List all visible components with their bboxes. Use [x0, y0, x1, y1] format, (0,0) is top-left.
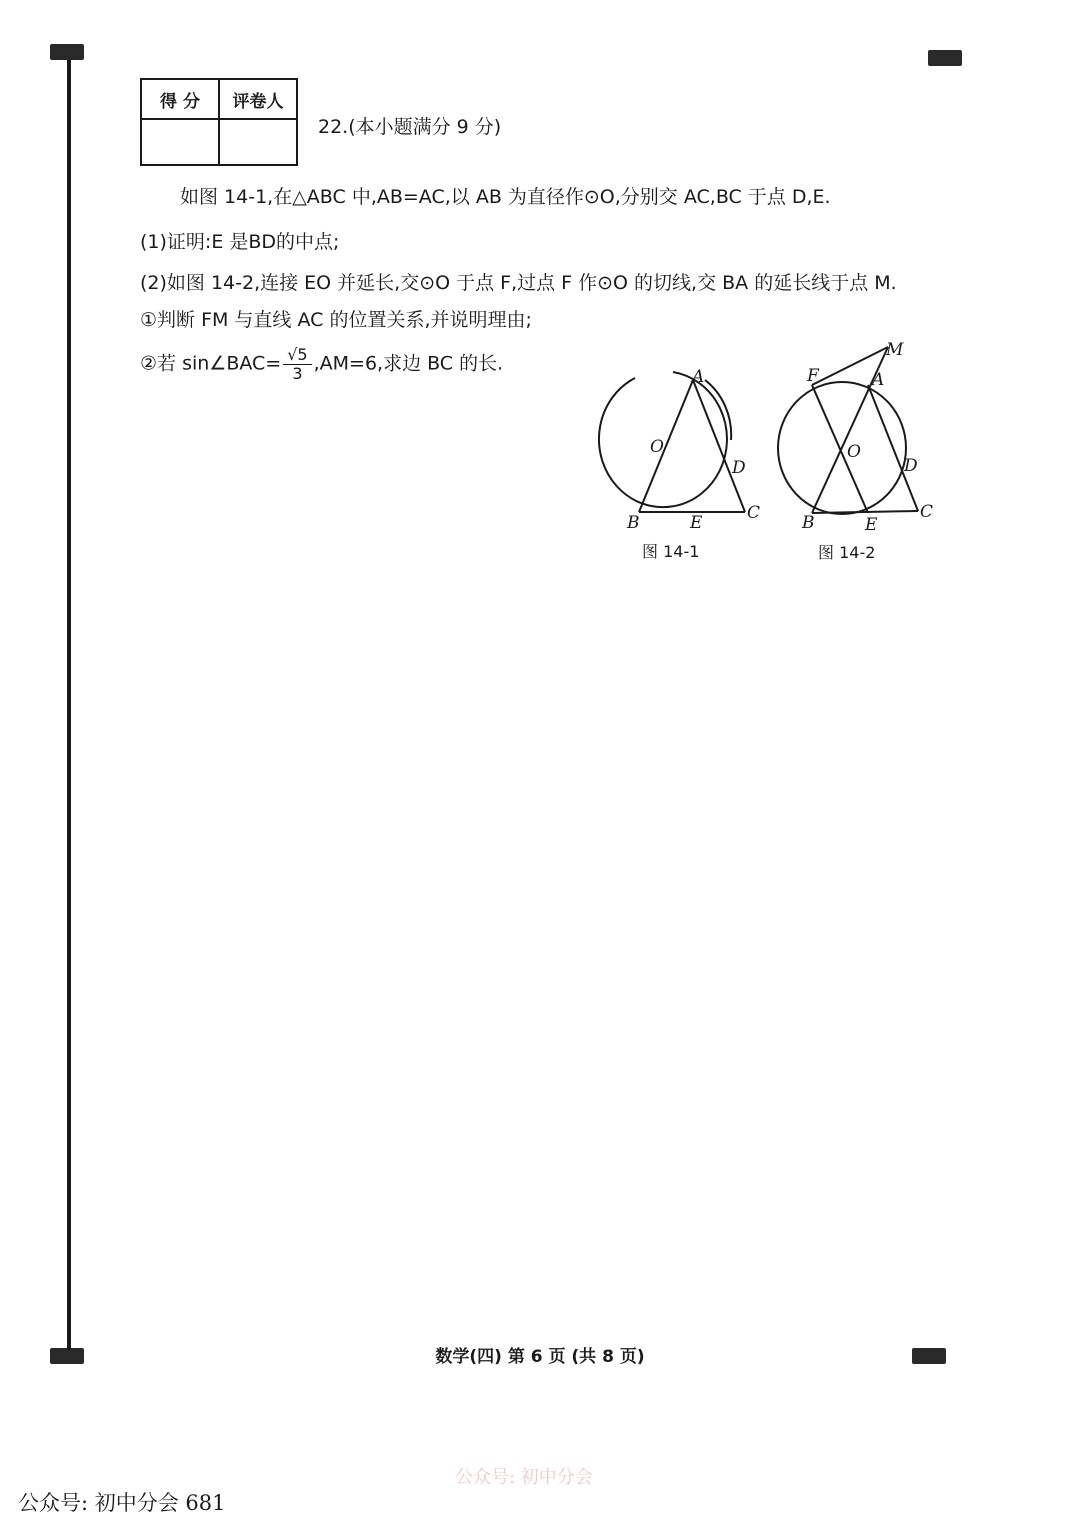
binding-line	[67, 60, 71, 1350]
watermark-faint: 公众号: 初中分会	[455, 1467, 593, 1488]
segment-ac-fig1	[693, 380, 745, 512]
label-c-fig1: C	[747, 503, 761, 523]
question-header: 22.(本小题满分 9 分)	[318, 116, 502, 138]
caption-fig2: 图 14-2	[818, 543, 876, 562]
question-part-2-1: ①判断 FM 与直线 AC 的位置关系,并说明理由;	[140, 309, 532, 331]
label-d-fig2: D	[904, 456, 918, 476]
fraction-denominator: 3	[292, 363, 303, 383]
label-o-fig1: O	[650, 437, 664, 457]
fraction-numerator: √5	[283, 346, 311, 365]
figure-14-2	[770, 335, 945, 565]
registration-mark-top-left	[50, 44, 84, 60]
part-2-2-prefix: ②若 sin∠BAC=	[140, 352, 282, 375]
caption-fig1: 图 14-1	[642, 542, 700, 561]
watermark: 公众号: 初中分会 681	[18, 1491, 226, 1515]
score-cell[interactable]	[141, 119, 219, 165]
question-part-2: (2)如图 14-2,连接 EO 并延长,交⊙O 于点 F,过点 F 作⊙O 的切线,交 BA 的延长线于点 M.	[140, 272, 897, 294]
part-2-2-suffix: ,AM=6,求边 BC 的长.	[313, 352, 504, 375]
label-a-fig1: A	[692, 367, 705, 387]
label-a-fig2: A	[872, 370, 885, 390]
grader-header: 评卷人	[219, 79, 297, 119]
score-header: 得 分	[141, 79, 219, 119]
label-b-fig1: B	[627, 513, 640, 533]
segment-ac-fig2	[868, 385, 918, 511]
label-d-fig1: D	[732, 458, 746, 478]
label-f-fig2: F	[807, 366, 819, 386]
question-part-1: (1)证明:E 是BD的中点;	[140, 231, 340, 253]
label-e-fig1: E	[690, 513, 703, 533]
segment-bc-fig2	[812, 511, 918, 513]
label-e-fig2: E	[865, 515, 878, 535]
label-o-fig2: O	[847, 442, 861, 462]
label-b-fig2: B	[802, 513, 815, 533]
label-m-fig2: M	[886, 340, 904, 360]
question-stem: 如图 14-1,在△ABC 中,AB=AC,以 AB 为直径作⊙O,分别交 AC,BC 于点 D,E.	[180, 186, 831, 208]
score-table	[140, 78, 298, 166]
figure-14-1	[595, 360, 770, 565]
question-part-2-2	[140, 346, 503, 382]
page-footer: 数学(四) 第 6 页 (共 8 页)	[435, 1347, 645, 1367]
grader-cell[interactable]	[219, 119, 297, 165]
label-c-fig2: C	[920, 502, 934, 522]
registration-mark-top-right	[928, 50, 962, 66]
sine-fraction	[283, 346, 311, 382]
segment-ab-fig1	[639, 380, 693, 512]
